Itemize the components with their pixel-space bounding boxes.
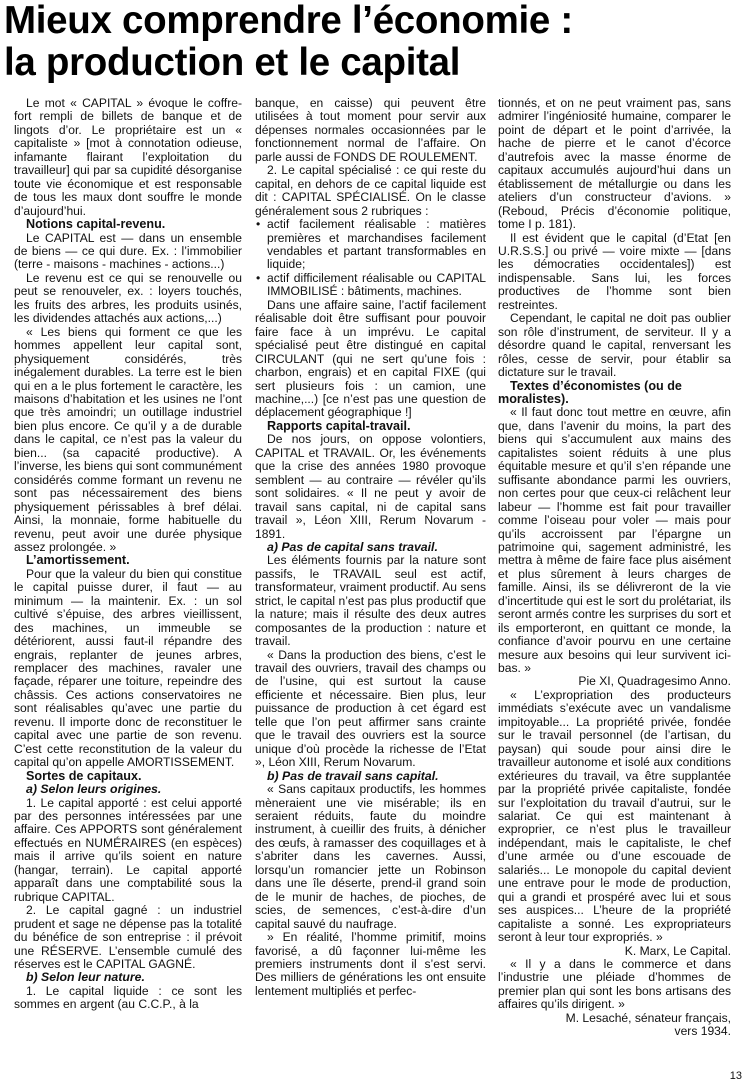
subsection-heading: b) Selon leur nature. <box>26 970 145 985</box>
paragraph: 2. Le capital gagné : un industriel prudent et sage ne dépense pas la totalité du bénéfice de son entreprise : il prévoit une RÉSERVE. L’ensemble cumulé des réserves est le CAPITAL GAGNÉ. <box>14 903 242 971</box>
text-column-3 <box>498 97 731 1039</box>
paragraph: 1. Le capital apporté : est celui apporté par des personnes intéressées par une affaire. Ces APPORTS sont généralement effectués en NUMÉRAIRES (en espèces) mais il arrive qu’ils soient en nature (hangar, terrain). Le capital apporté apparaît dans une comptabilité sous la rubrique CAPITAL. <box>14 795 242 904</box>
section-heading: Notions capital-revenu. <box>26 217 166 232</box>
citation: K. Marx, Le Capital. <box>624 943 731 958</box>
paragraph: Les éléments fournis par la nature sont passifs, le TRAVAIL seul est actif, transformateur, vraiment productif. Au sens strict, le capital n’est pas plus productif que la nature; mais il résulte des deux autres composantes de la production : nature et travail. <box>255 553 486 649</box>
paragraph: « Il y a dans le commerce et dans l’industrie une pléiade d’hommes de premier plan qui sont les bons artisans des affaires qu’ils dirigent. » <box>498 957 731 1012</box>
paragraph: 2. Le capital spécialisé : ce qui reste du capital, en dehors de ce capital liquide est dit : CAPITAL SPÉCIALISÉ. On le classe généralement sous 2 rubriques : <box>255 163 486 218</box>
text-column-1 <box>14 97 242 1012</box>
paragraph: banque, en caisse) qui peuvent être utilisées à tout moment pour servir aux dépenses normales occasionnées par le fonctionnement normal de l’affaire. On parle aussi de FONDS DE ROULEMENT. <box>255 96 486 164</box>
paragraph: Le mot « CAPITAL » évoque le coffre-fort rempli de billets de banque et de lingots d’or. Le propriétaire est un « capitaliste » [mot à connotation odieuse, infamante flairant l’exploitation du travailleur] qui par sa cupidité désorganise toute vie économique et est responsable de tous les maux dont souffre le monde d’aujourd’hui. <box>14 96 242 218</box>
citation: M. Lesaché, sénateur français, <box>565 1010 731 1025</box>
subsection-heading: a) Pas de capital sans travail. <box>267 539 438 554</box>
paragraph: « Les biens qui forment ce que les hommes appellent leur capital sont, physiquement considérés, très inégalement durables. La terre est le bien qui en a le plus fortement le caractère, les maisons d’habitation et les usines ne l’ont que très amoindri; un outillage industriel bien plus encore. Ce qu’il y a de durable dans le capital, ce n’est pas la valeur du bien... (sa capacité productive). A l’inverse, les biens qui sont communément considérés comme formant un revenu ne sont pas nécessairement des biens physiquement périssables à bref délai. Ainsi, la monnaie, forme habituelle du revenu, peut avoir une durée physique assez prolongée. » <box>14 324 242 554</box>
paragraph: « Dans la production des biens, c’est le travail des ouvriers, travail des champs ou de l’usine, qui est surtout la cause efficiente et nécessaire. Bien plus, leur puissance de production à cet égard est telle que l’on peut affirmer sans crainte que le travail des ouvriers est la source unique d’où procède la richesse de l’Etat », Léon XIII, Rerum Novarum. <box>255 647 486 770</box>
bullet-list <box>255 218 486 299</box>
list-item: • actif difficilement réalisable ou CAPITAL IMMOBILISÉ : bâtiments, machines. <box>255 272 486 299</box>
article-title <box>4 0 744 84</box>
title-line-1: Mieux comprendre l’économie : <box>4 0 573 42</box>
section-heading: Textes d’économistes (ou de moralistes). <box>498 378 682 406</box>
paragraph: De nos jours, on oppose volontiers, CAPITAL et TRAVAIL. Or, les événements que la crise des années 1980 provoque semblent — au contraire — révéler qu’ils sont solidaires. « Il ne peut y avoir de travail sans capital, ni de capital sans travail », Léon XIII, Rerum Novarum - 1891. <box>255 432 486 541</box>
paragraph: Cependant, le capital ne doit pas oublier son rôle d’instrument, de serviteur. Il y a désordre quand le capital, renversant les rôles, cesse de servir, pour établir sa dictature sur le travail. <box>498 311 731 380</box>
paragraph: « Sans capitaux productifs, les hommes mèneraient une vie misérable; ils en seraient réduits, faute du moindre instrument, à cueillir des fruits, à dénicher des œufs, à ramasser des coquillages et à s’abriter dans les cavernes. Aussi, lorsqu’un romancier jette un Robinson dans une île déserte, prend-il grand soin de le munir de haches, de pioches, de scies, de semences, c’est-à-dire d’un capital sauvé du naufrage. <box>255 782 486 931</box>
section-heading: Rapports capital-travail. <box>267 418 411 433</box>
citation: vers 1934. <box>674 1024 731 1039</box>
paragraph: Le revenu est ce qui se renouvelle ou peut se renouveler, ex. : loyers touchés, les fruits des arbres, les produits usinés, les dividendes attachés aux actions,...) <box>14 270 242 326</box>
paragraph: Le CAPITAL est — dans un ensemble de biens — ce qui dure. Ex. : l’immobilier (terre - maisons - machines - actions...) <box>14 230 242 272</box>
paragraph: » En réalité, l’homme primitif, moins favorisé, a dû façonner lui-même les premiers instruments dont il s’est servi. Des milliers de générations les ont ensuite lentement multipliés et perfec- <box>255 930 486 998</box>
text-column-2 <box>255 97 486 998</box>
paragraph: Dans une affaire saine, l’actif facilement réalisable doit être suffisant pour pouvoir faire face à un imprévu. Le capital spécialisé peut être distingué en capital CIRCULANT (qui ne sert qu’une fois : charbon, engrais) et en capital FIXE (qui sert plusieurs fois : un camion, une machine,...) [ce n’est pas une question de déplacement géographique !] <box>255 297 486 420</box>
paragraph: « L’expropriation des producteurs immédiats s’exécute avec un vandalisme impitoyable... La propriété privée, fondée sur le travail personnel (de l’artisan, du paysan) qui soude pour ainsi dire le travailleur autonome et isolé aux conditions extérieures du travail, va être supplantée par la propriété privée capitaliste, fondée sur l’exploitation du travail d’autrui, sur le salariat. Ce qui est maintenant à exproprier, ce n’est plus le travailleur indépendant, mais le capitaliste, le chef d’une armée ou d’une escouade de salariés... Le monopole du capital devient une entrave pour le mode de production, qui a grandi et prospéré avec lui et sous ses auspices... L’heure de la propriété capitaliste a sonné. Les expropriateurs seront à leur tour expropriés. » <box>498 687 731 945</box>
paragraph: « Il faut donc tout mettre en œuvre, afin que, dans l’avenir du moins, la part des biens qui s’accumulent aux mains des capitalistes soient réduits à une plus équitable mesure et qu’il s’en répande une suffisante abondance parmi les ouvriers, non certes pour que ceux-ci relâchent leur labeur — l’homme est fait pour travailler comme l’oiseau pour voler — mais pour qu’ils accroissent par l’épargne un patrimoine qui, sagement administré, les mettra à même de faire face plus aisément et plus sûrement à leurs charges de famille. Ainsi, ils se délivreront de la vie d’incertitude qui est le sort du prolétariat, ils seront armés contre les surprises du sort et ils emporteront, en quittant ce monde, la confiance d’avoir pourvu en une certaine mesure aux besoins qui leur survivent ici-bas. » <box>498 405 731 676</box>
section-heading: Sortes de capitaux. <box>26 768 142 783</box>
paragraph: tionnés, et on ne peut vraiment pas, sans admirer l’ingéniosité humaine, comparer le point de départ et le point d’arrivée, la hache de pierre et le canot d’écorce d’autrefois avec la masse énorme de capitaux accumulés aujourd’hui dans un établissement de métallurgie ou dans les ateliers d’un constructeur d’avions. » (Reboud, Précis d’économie politique, tome I p. 181). <box>498 96 731 232</box>
page-number: 13 <box>729 1070 742 1082</box>
section-heading: L’amortissement. <box>26 553 130 568</box>
subsection-heading: b) Pas de travail sans capital. <box>267 768 439 783</box>
subsection-heading: a) Selon leurs origines. <box>26 782 162 797</box>
citation: Pie XI, Quadragesimo Anno. <box>578 674 731 689</box>
paragraph: 1. Le capital liquide : ce sont les sommes en argent (au C.C.P., à la <box>14 983 242 1012</box>
paragraph: Il est évident que le capital (d’Etat [en U.R.S.S.] ou privé — voire mixte — [dans les démocraties occidentales]) est indispensable. Sans lui, les forces productives de l’homme sont bien restreintes. <box>498 230 731 312</box>
paragraph: Pour que la valeur du bien qui constitue le capital puisse durer, il faut — au minimum — la maintenir. Ex. : un sol cultivé s’épuise, des arbres vieillissent, des machines, un immeuble se détériorent, aussi faut-il répandre des engrais, replanter de jeunes arbres, remplacer des machines, ravaler une façade, réparer une toiture, repeindre des châssis. Ces actions conservatoires ne sont réalisables qu’avec une partie du revenu. Il importe donc de reconstituer le capital avec une partie de son revenu. C’est cette reconstitution de la valeur du capital qu’on appelle AMORTISSEMENT. <box>14 566 242 770</box>
title-line-2: la production et le capital <box>4 41 461 84</box>
list-item: • actif facilement réalisable : matières premières et marchandises facilement vendables et partant transformables en liquide; <box>255 218 486 272</box>
